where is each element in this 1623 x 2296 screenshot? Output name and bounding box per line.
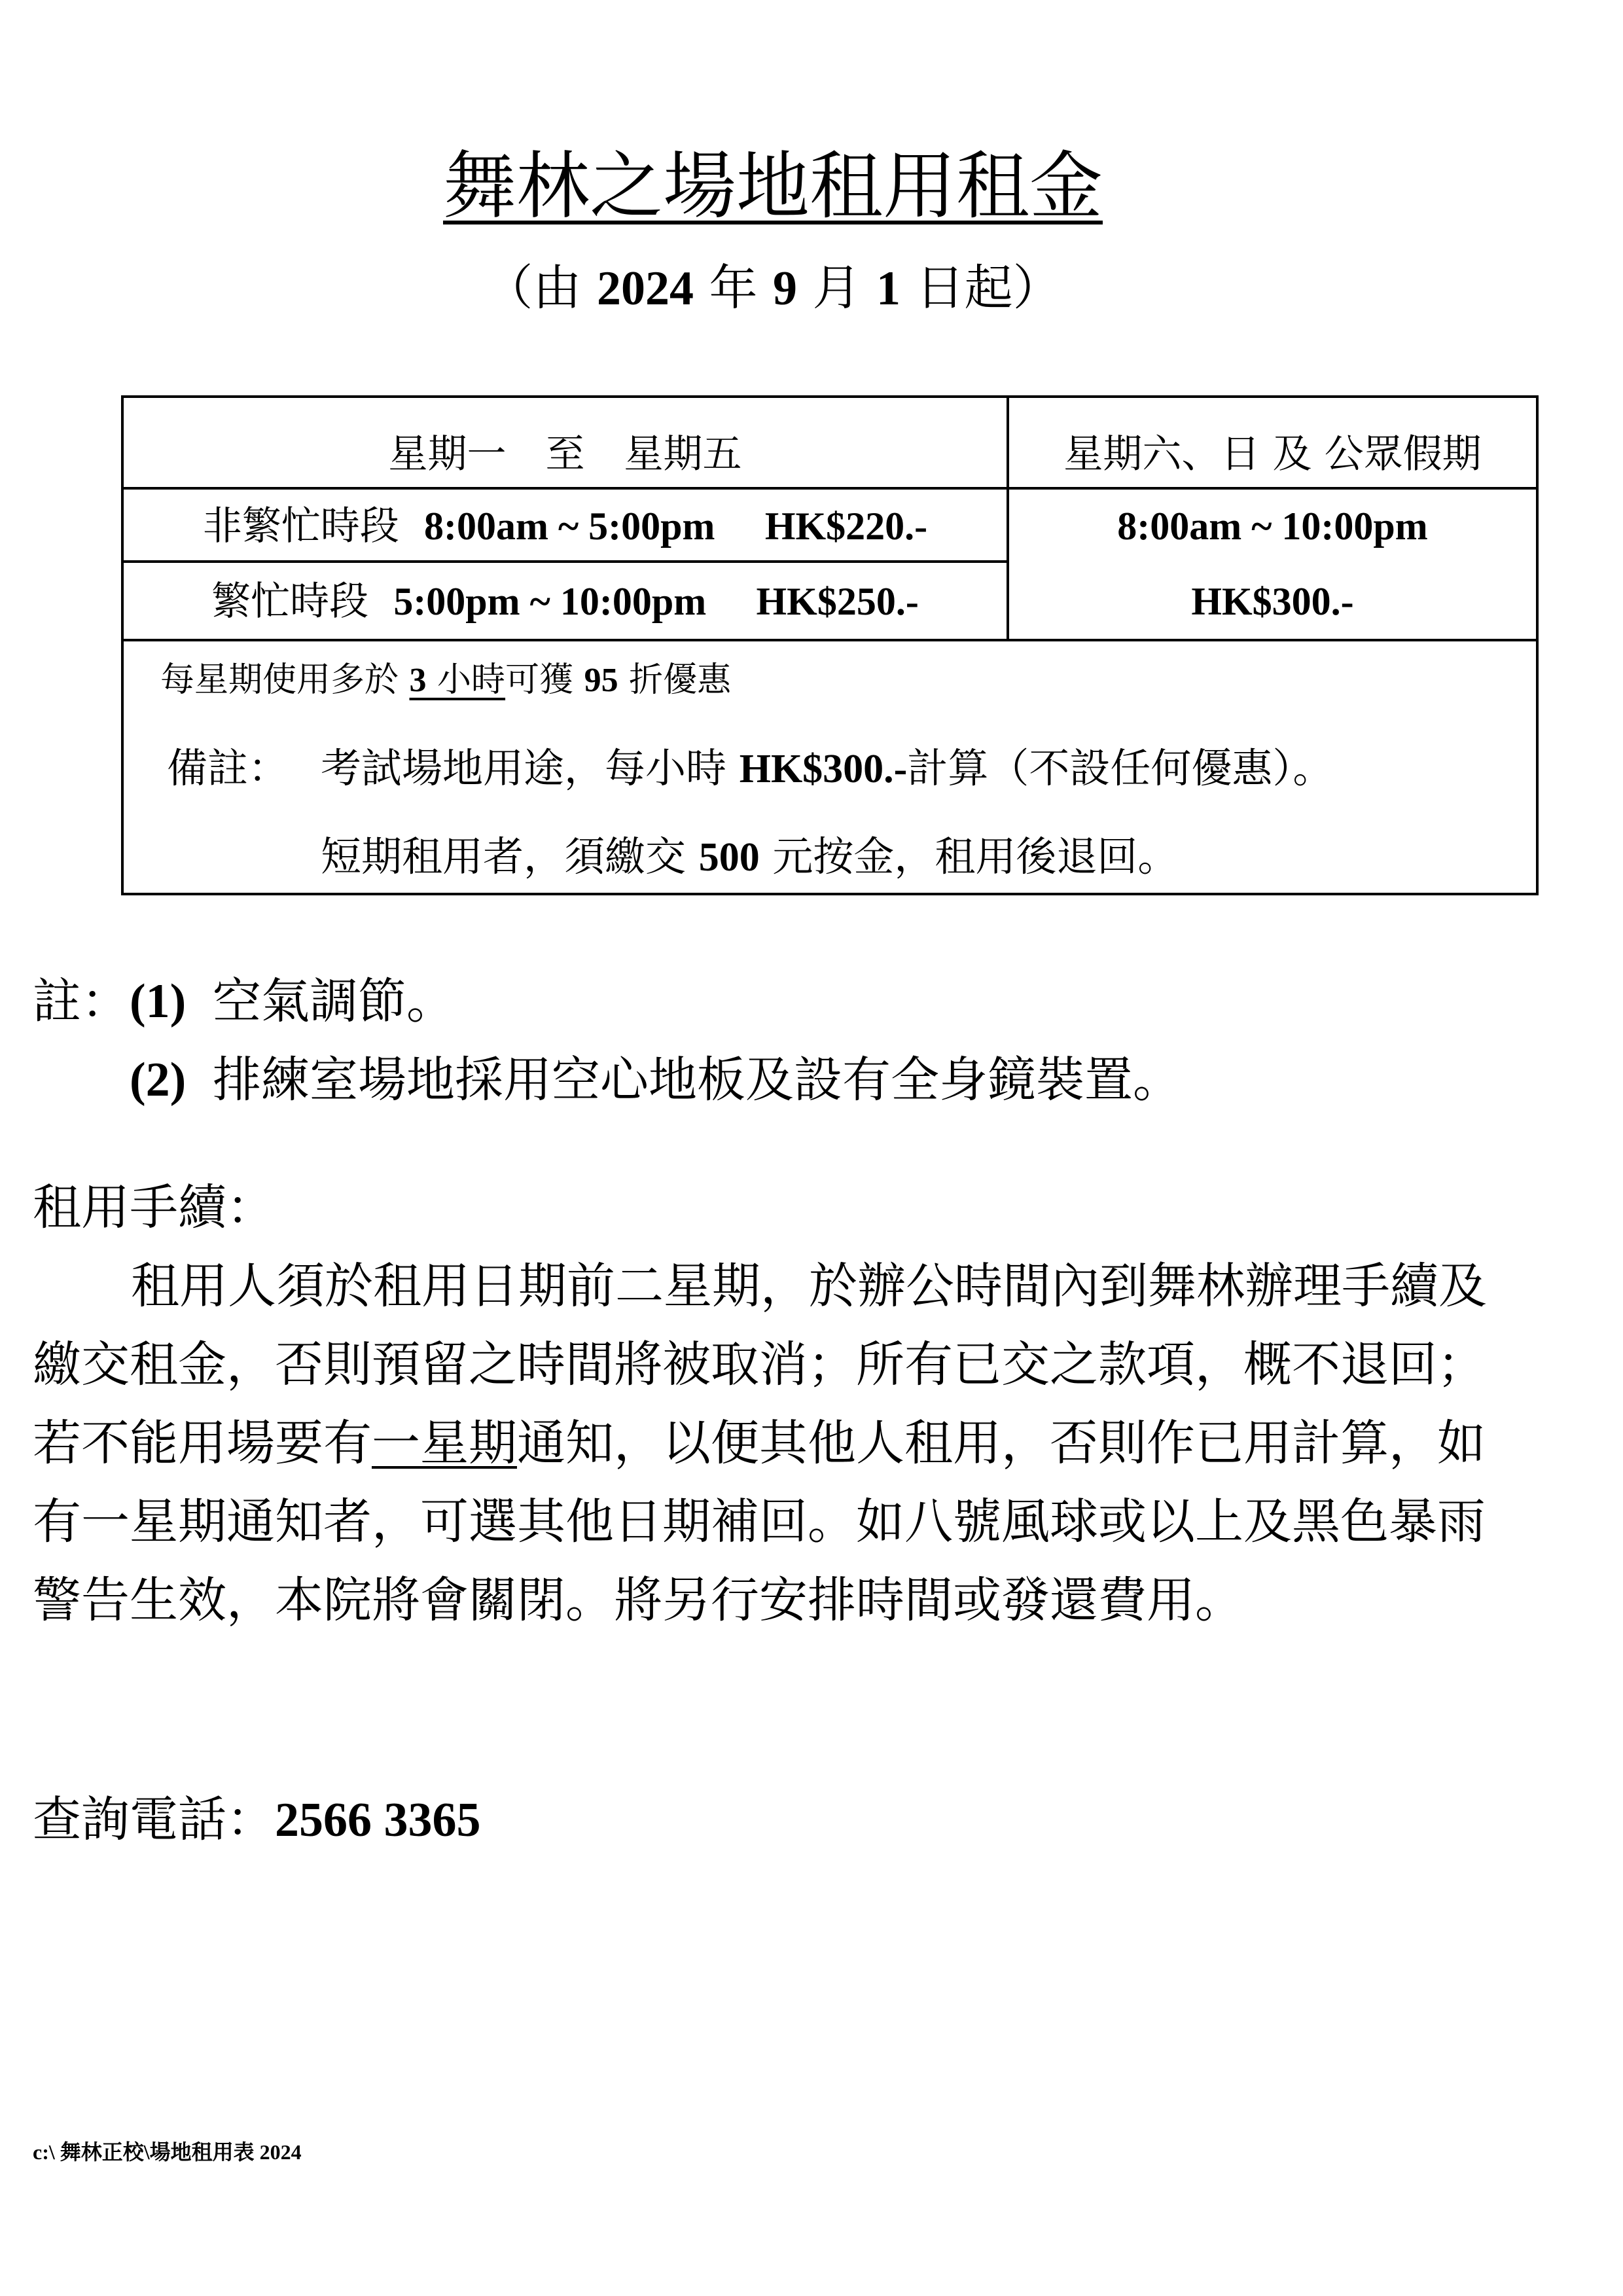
subtitle-open: （由 bbox=[484, 260, 597, 316]
table-border-bottom bbox=[121, 893, 1539, 895]
footer-year: 2024 bbox=[259, 2140, 302, 2164]
weekend-price: HK$300.- bbox=[1191, 580, 1354, 623]
peak-row bbox=[124, 572, 1007, 631]
remarks-label: 備註： bbox=[167, 744, 289, 792]
offpeak-time: 8:00am ~ 5:00pm bbox=[424, 505, 715, 548]
table-header-divider bbox=[121, 487, 1539, 490]
remarks-line-2 bbox=[321, 831, 1178, 884]
subtitle-day-unit: 日起） bbox=[901, 260, 1061, 316]
rate-table bbox=[121, 395, 1539, 895]
remarks-line1-pre: 考試場地用途，每小時 bbox=[321, 744, 740, 792]
subtitle-month: 9 bbox=[773, 262, 797, 315]
page-title: 舞林之場地租用租金 bbox=[443, 144, 1103, 229]
offpeak-price: HK$220.- bbox=[764, 505, 928, 548]
procedure-line3-post: 通知，以便其他人租用，否則作已用計算，如 bbox=[517, 1415, 1486, 1471]
discount-hours: 3 bbox=[409, 662, 427, 699]
subtitle-month-unit: 月 bbox=[797, 260, 877, 316]
procedure-heading: 租用手續： bbox=[33, 1179, 275, 1236]
note-2-number: (2) bbox=[130, 1053, 187, 1107]
subtitle-year-unit: 年 bbox=[693, 260, 773, 316]
note-1-text: 空氣調節。 bbox=[213, 973, 455, 1030]
discount-hours-group bbox=[410, 660, 506, 700]
remarks-line-1 bbox=[321, 742, 1333, 795]
file-path-footer bbox=[33, 2136, 302, 2166]
weekend-time: 8:00am ~ 10:00pm bbox=[1117, 505, 1428, 548]
enquiry-line bbox=[33, 1790, 481, 1850]
subtitle-year: 2024 bbox=[596, 262, 694, 315]
remarks-line2-pre: 短期租用者，須繳交 bbox=[321, 833, 699, 880]
procedure-line-2: 繳交租金，否則預留之時間將被取消；所有已交之款項，概不退回； bbox=[33, 1336, 1486, 1393]
procedure-line-4: 有一星期通知者，可選其他日期補回。如八號風球或以上及黑色暴雨 bbox=[33, 1494, 1486, 1550]
note-1-number: (1) bbox=[130, 975, 187, 1028]
subtitle-day: 1 bbox=[876, 262, 901, 315]
procedure-line-1: 租用人須於租用日期前二星期，於辦公時間內到舞林辦理手續及 bbox=[131, 1258, 1487, 1314]
table-rates-bottom bbox=[121, 639, 1539, 641]
enquiry-label: 查詢電話： bbox=[33, 1791, 275, 1848]
table-row-divider bbox=[121, 560, 1008, 563]
discount-hours-unit: 小時 bbox=[426, 660, 506, 700]
notes-label: 註： bbox=[33, 973, 130, 1030]
weekend-header: 星期六、日 及 公眾假期 bbox=[1063, 431, 1482, 477]
procedure-line3-underline: 一星期 bbox=[372, 1415, 517, 1471]
remarks-line1-post: 計算（不設任何優惠）。 bbox=[907, 744, 1334, 792]
remarks-line2-amount: 500 bbox=[698, 835, 760, 880]
weekday-header: 星期一 至 星期五 bbox=[388, 431, 742, 477]
offpeak-label: 非繁忙時段 bbox=[202, 503, 399, 549]
discount-suffix: 折優惠 bbox=[618, 660, 732, 700]
remarks-line2-post: 元按金，租用後退回。 bbox=[759, 833, 1179, 880]
discount-prefix: 每星期使用多於 bbox=[160, 660, 410, 700]
enquiry-phone: 2566 3365 bbox=[275, 1793, 481, 1847]
procedure-line-3 bbox=[33, 1414, 1486, 1473]
note-2-text: 排練室場地採用空心地板及設有全身鏡裝置。 bbox=[213, 1052, 1181, 1108]
peak-time: 5:00pm ~ 10:00pm bbox=[393, 580, 707, 623]
effective-date bbox=[0, 255, 1546, 321]
remarks-line1-price: HK$300.- bbox=[739, 747, 908, 791]
discount-middle: 可獲 bbox=[505, 660, 584, 700]
peak-label: 繁忙時段 bbox=[211, 579, 369, 624]
footer-prefix: c:\ bbox=[33, 2140, 60, 2164]
offpeak-row bbox=[124, 497, 1007, 556]
footer-path: 舞林正校\場地租用表 bbox=[60, 2140, 260, 2164]
procedure-line3-pre: 若不能用場要有 bbox=[33, 1415, 372, 1471]
discount-note bbox=[160, 657, 731, 704]
table-border-right bbox=[1536, 395, 1539, 895]
discount-rate: 95 bbox=[584, 662, 618, 699]
table-border-top bbox=[121, 395, 1539, 398]
procedure-line-5: 警告生效，本院將會關閉。將另行安排時間或發還費用。 bbox=[33, 1572, 1243, 1628]
peak-price: HK$250.- bbox=[756, 580, 919, 623]
